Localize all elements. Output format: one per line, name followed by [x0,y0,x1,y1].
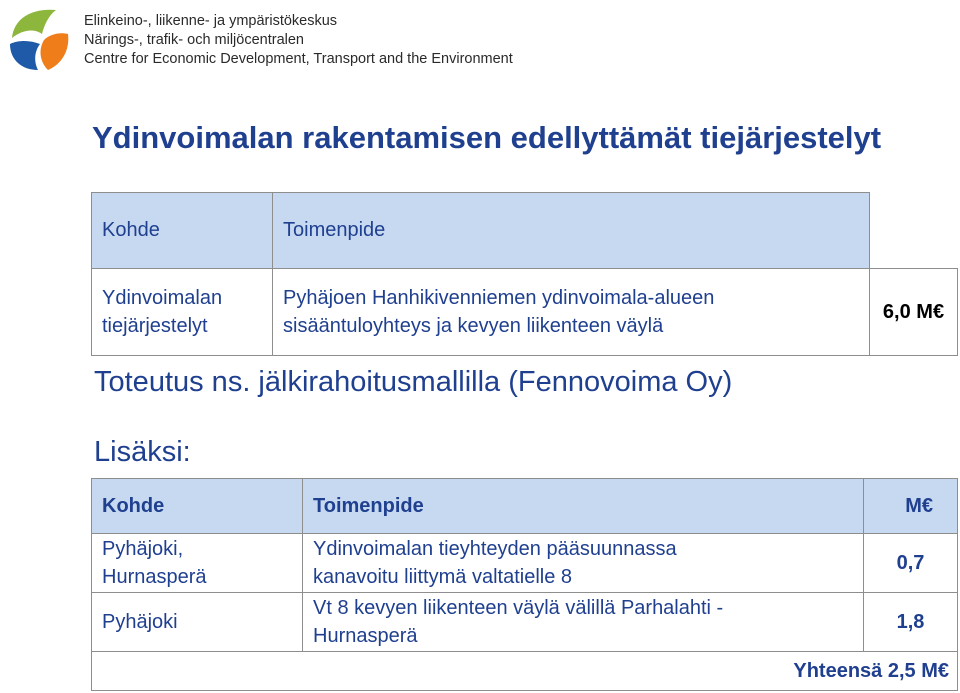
row-toimenpide [303,593,864,652]
row-toimenpide [273,269,870,356]
row-kohde [92,534,303,593]
org-name-swedish: Närings-, trafik- och miljöcentralen [84,32,304,48]
org-name-english: Centre for Economic Development, Transport and the Environment [84,51,513,67]
row-value: 0,7 [864,534,958,593]
row-toimenpide-line: Pyhäjoen Hanhikivenniemen ydinvoimala-alueen [283,287,715,309]
header-kohde: Kohde [92,479,303,534]
row-kohde-line: Pyhäjoki [102,611,178,633]
implementation-note: Toteutus ns. jälkirahoitusmallilla (Fennovoima Oy) [94,366,733,398]
table-header-row [92,193,958,269]
row-toimenpide-line: kanavoitu liittymä valtatielle 8 [313,566,573,588]
ely-centre-logo [4,4,74,72]
row-kohde-line: tiejärjestelyt [102,315,208,337]
logo-leaf-green [12,10,56,38]
row-kohde [92,593,303,652]
header-meur: M€ [864,479,958,534]
additionally-label: Lisäksi: [94,436,191,468]
header-empty-cell [870,193,958,269]
row-value: 6,0 M€ [870,269,958,356]
table-row [92,593,958,652]
row-toimenpide [303,534,864,593]
organization-name [84,12,513,69]
table-row [92,534,958,593]
row-toimenpide-line: Vt 8 kevyen liikenteen väylä välillä Parhalahti - [313,597,724,619]
row-kohde-line: Hurnasperä [102,566,207,588]
table-row [92,269,958,356]
header-toimenpide: Toimenpide [273,193,870,269]
header-toimenpide: Toimenpide [303,479,864,534]
row-toimenpide-line: Hurnasperä [313,625,418,647]
page-title: Ydinvoimalan rakentamisen edellyttämät tiejärjestelyt [92,120,882,155]
row-kohde-line: Pyhäjoki, [102,538,184,560]
logo-leaf-orange [41,33,69,70]
total-value: Yhteensä 2,5 M€ [92,652,958,691]
row-value: 1,8 [864,593,958,652]
row-kohde-line: Ydinvoimalan [102,287,223,309]
logo-leaf-blue [10,41,40,70]
main-measure-table [91,192,958,356]
row-kohde [92,269,273,356]
total-row [92,652,958,691]
row-toimenpide-line: sisääntuloyhteys ja kevyen liikenteen väylä [283,315,664,337]
header-kohde: Kohde [92,193,273,269]
row-toimenpide-line: Ydinvoimalan tieyhteyden pääsuunnassa [313,538,677,560]
additional-measures-table [91,478,958,691]
table-header-row [92,479,958,534]
org-name-finnish: Elinkeino-, liikenne- ja ympäristökeskus [84,13,338,29]
